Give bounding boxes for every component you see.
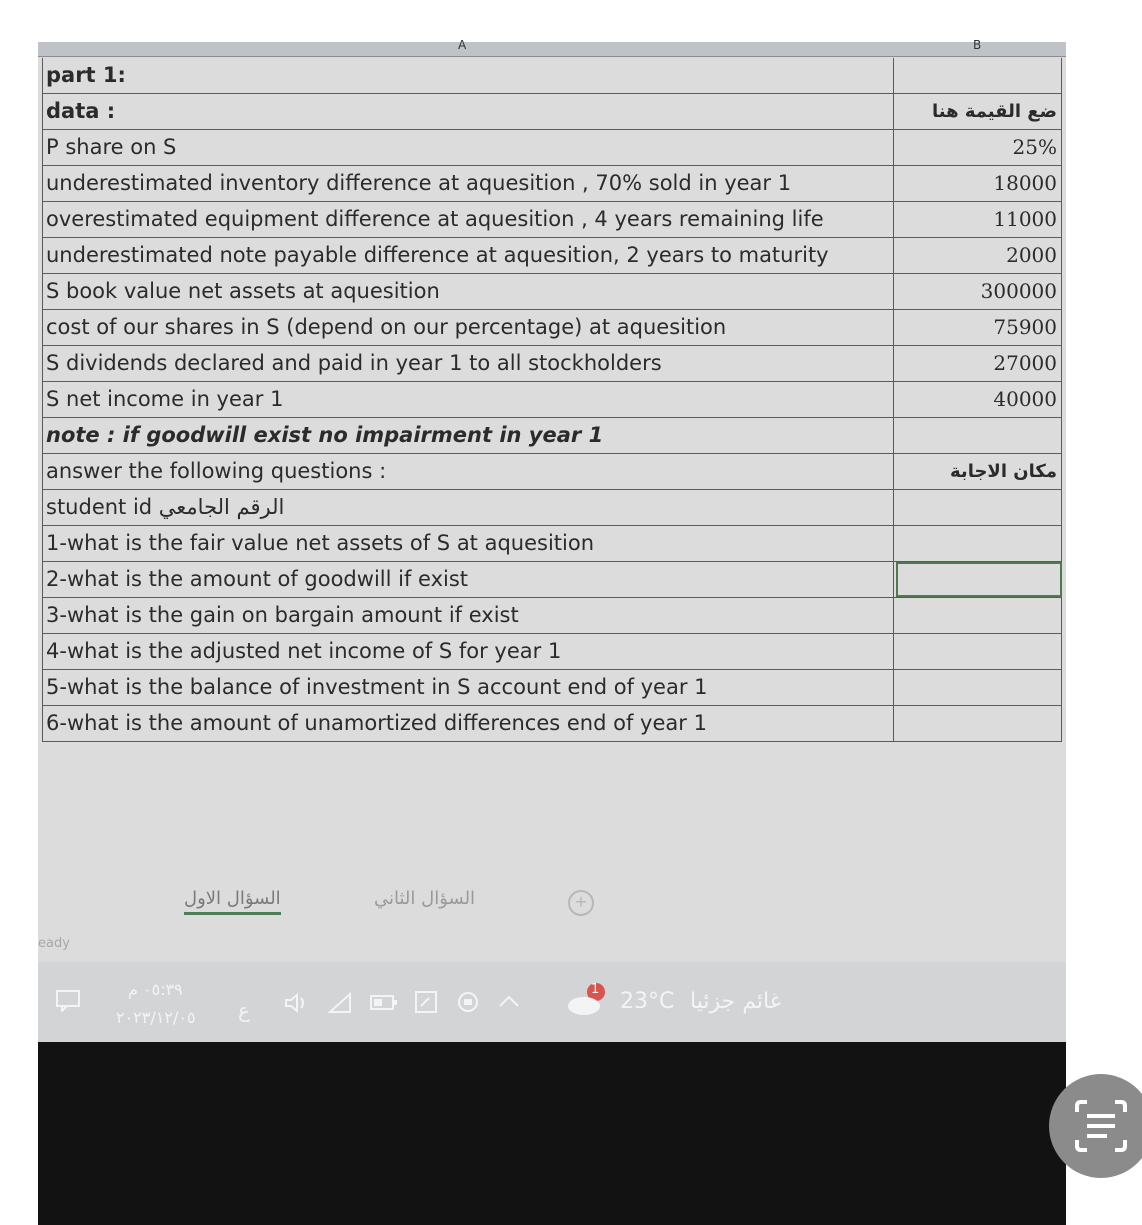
status-ready: eady: [38, 936, 70, 951]
meet-now-icon[interactable]: [456, 988, 480, 1016]
cell-value[interactable]: [896, 706, 1062, 741]
add-sheet-icon[interactable]: +: [568, 890, 594, 916]
cell-value[interactable]: 75900: [896, 310, 1062, 345]
sheet-row: [42, 382, 1062, 418]
cell-label[interactable]: 1-what is the fair value net assets of S at aquesition: [42, 526, 894, 561]
weather-temp[interactable]: 23°C: [620, 989, 675, 1014]
cell-label[interactable]: S dividends declared and paid in year 1 to all stockholders: [42, 346, 894, 381]
cell-value[interactable]: مكان الاجابة: [896, 454, 1062, 489]
taskbar: [38, 962, 1066, 1042]
battery-icon[interactable]: [370, 994, 398, 1012]
sheet-row: [42, 598, 1062, 634]
clock-time[interactable]: ٠٥:٣٩ م: [128, 980, 183, 999]
cell-value[interactable]: [896, 526, 1062, 561]
cell-label[interactable]: overestimated equipment difference at aquesition , 4 years remaining life: [42, 202, 894, 237]
cell-value[interactable]: [896, 562, 1062, 597]
cell-value[interactable]: [896, 490, 1062, 525]
sheet-row: [42, 94, 1062, 130]
weather-icon[interactable]: [566, 982, 606, 1016]
cell-value[interactable]: [896, 634, 1062, 669]
cell-value[interactable]: 25%: [896, 130, 1062, 165]
sheet-row: [42, 238, 1062, 274]
column-header-a[interactable]: A: [458, 38, 467, 52]
clock-date[interactable]: ٢٠٢٣/١٢/٠٥: [116, 1008, 196, 1027]
sheet-row: [42, 202, 1062, 238]
cell-label[interactable]: P share on S: [42, 130, 894, 165]
scan-text-button[interactable]: [1049, 1074, 1142, 1178]
cell-label[interactable]: answer the following questions :: [42, 454, 894, 489]
cell-label[interactable]: data :: [42, 94, 894, 129]
sheet-row: [42, 562, 1062, 598]
cell-label[interactable]: underestimated note payable difference at aquesition, 2 years to maturity: [42, 238, 894, 273]
sheet-row: [42, 58, 1062, 94]
sheet-row: [42, 166, 1062, 202]
pen-workspace-icon[interactable]: [414, 990, 438, 1014]
sheet-row: [42, 490, 1062, 526]
sheet-row: [42, 670, 1062, 706]
sheet-row: [42, 706, 1062, 742]
notification-icon[interactable]: [56, 990, 80, 1012]
monitor-bezel: [38, 1042, 1066, 1225]
wifi-icon[interactable]: [328, 992, 354, 1014]
language-indicator[interactable]: ع: [238, 998, 250, 1022]
cell-label[interactable]: 2-what is the amount of goodwill if exist: [42, 562, 894, 597]
cell-value[interactable]: 2000: [896, 238, 1062, 273]
screen: [38, 38, 1066, 1042]
volume-icon[interactable]: [284, 992, 310, 1014]
sheet-row: [42, 634, 1062, 670]
cell-value[interactable]: 27000: [896, 346, 1062, 381]
cell-label[interactable]: 4-what is the adjusted net income of S for year 1: [42, 634, 894, 669]
scan-text-icon: [1049, 1074, 1142, 1178]
cell-label[interactable]: student id الرقم الجامعي: [42, 490, 894, 525]
cell-label[interactable]: note : if goodwill exist no impairment in year 1: [42, 418, 894, 453]
column-header-row: [38, 38, 1066, 57]
cell-value[interactable]: ضع القيمة هنا: [896, 94, 1062, 129]
chevron-up-icon[interactable]: [498, 994, 520, 1008]
sheet-tabs: [178, 884, 618, 920]
sheet-row: [42, 274, 1062, 310]
cell-value[interactable]: [896, 58, 1062, 93]
sheet-row: [42, 418, 1062, 454]
cell-label[interactable]: 3-what is the gain on bargain amount if exist: [42, 598, 894, 633]
sheet-row: [42, 310, 1062, 346]
sheet-row: [42, 526, 1062, 562]
sheet-tab-question-1[interactable]: السؤال الاول: [184, 888, 281, 915]
cell-label[interactable]: S net income in year 1: [42, 382, 894, 417]
cell-label[interactable]: 5-what is the balance of investment in S account end of year 1: [42, 670, 894, 705]
cell-value[interactable]: [896, 598, 1062, 633]
cell-label[interactable]: part 1:: [42, 58, 894, 93]
cell-value[interactable]: 40000: [896, 382, 1062, 417]
cell-value[interactable]: 11000: [896, 202, 1062, 237]
cell-label[interactable]: underestimated inventory difference at aquesition , 70% sold in year 1: [42, 166, 894, 201]
cell-value[interactable]: [896, 418, 1062, 453]
cell-value[interactable]: 18000: [896, 166, 1062, 201]
cell-value[interactable]: [896, 670, 1062, 705]
column-header-b[interactable]: B: [973, 38, 982, 52]
weather-desc[interactable]: غائم جزئيا: [690, 989, 782, 1014]
sheet-row: [42, 130, 1062, 166]
cell-value[interactable]: 300000: [896, 274, 1062, 309]
sheet-row: [42, 454, 1062, 490]
cell-label[interactable]: S book value net assets at aquesition: [42, 274, 894, 309]
cell-label[interactable]: 6-what is the amount of unamortized differences end of year 1: [42, 706, 894, 741]
weather-badge: 1: [591, 982, 600, 997]
cell-label[interactable]: cost of our shares in S (depend on our percentage) at aquesition: [42, 310, 894, 345]
sheet-tab-question-2[interactable]: السؤال الثاني: [374, 888, 476, 909]
sheet-row: [42, 346, 1062, 382]
